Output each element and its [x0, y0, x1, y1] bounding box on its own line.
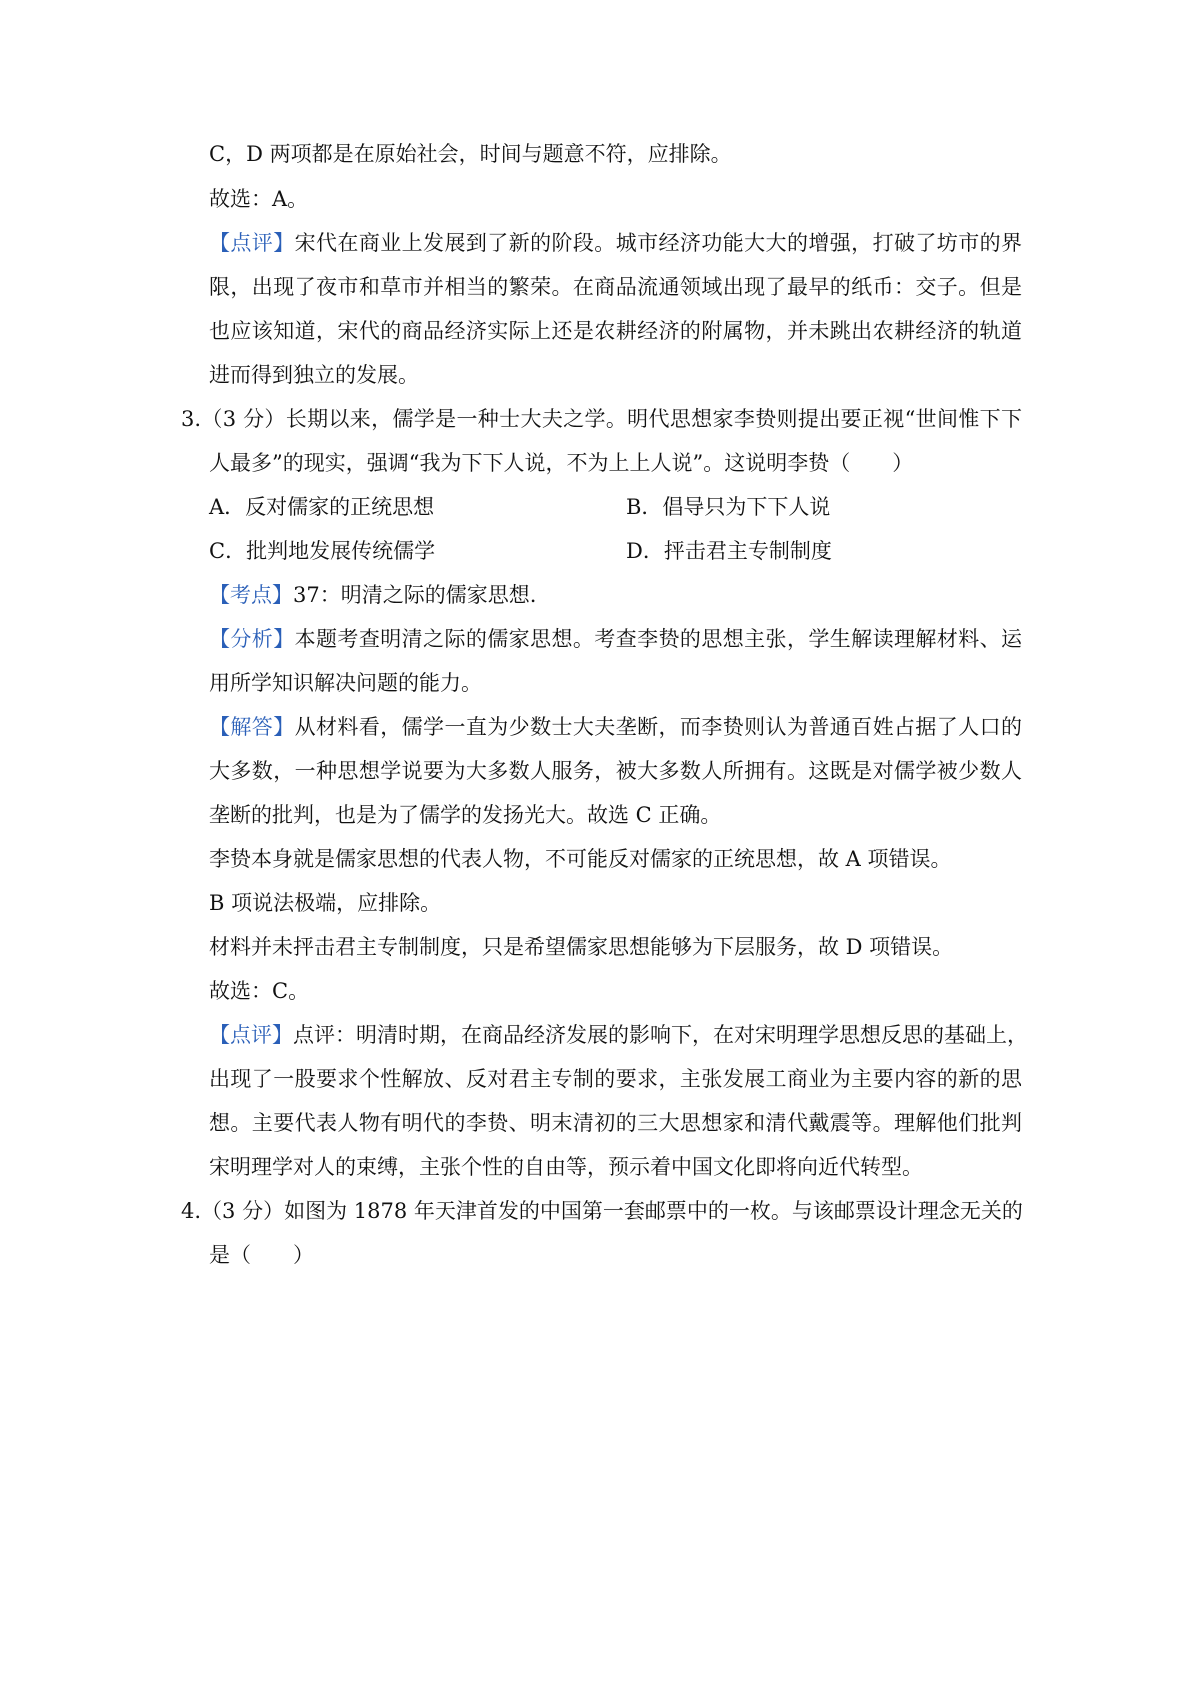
q3-stem-line-2: 人最多”的现实，强调“我为下下人说，不为上上人说”。这说明李贽（ ） — [209, 451, 914, 475]
q3-explain-d: 材料并未抨击君主专制制度，只是希望儒家思想能够为下层服务，故 D 项错误。 — [209, 935, 954, 959]
q3-jieda-line-3: 垄断的批判，也是为了儒学的发扬光大。故选 C 正确。 — [209, 803, 722, 827]
q3-option-c: C．批判地发展传统儒学 — [209, 539, 436, 563]
q3-dianping-line-2: 出现了一股要求个性解放、反对君主专制的要求，主张发展工商业为主要内容的新的思 — [209, 1067, 1022, 1091]
q3-kaodian: 【考点】37：明清之际的儒家思想. — [209, 583, 537, 607]
q3-jieda-tag: 【解答】 — [209, 715, 295, 739]
q3-jieda-line-2: 大多数，一种思想学说要为大多数人服务，被大多数人所拥有。这既是对儒学被少数人 — [209, 759, 1022, 783]
q3-explain-b: B 项说法极端，应排除。 — [209, 891, 442, 915]
q3-fenxi-line-1: 【分析】本题考查明清之际的儒家思想。考查李贽的思想主张，学生解读理解材料、运 — [209, 627, 1023, 651]
q3-option-a: A．反对儒家的正统思想 — [209, 495, 435, 519]
q3-option-d: D．抨击君主专制制度 — [626, 539, 832, 563]
q3-kaodian-tag: 【考点】 — [209, 583, 293, 607]
q3-jieda-line-1: 【解答】从材料看，儒学一直为少数士大夫垄断，而李贽则认为普通百姓占据了人口的 — [209, 715, 1023, 739]
q4-stem-line-2: 是（ ） — [209, 1243, 314, 1267]
q3-stem-line-1: 3.（3 分）长期以来，儒学是一种士大夫之学。明代思想家李贽则提出要正视“世间惟下下 — [181, 407, 1022, 431]
q3-dianping-line-4: 宋明理学对人的束缚，主张个性的自由等，预示着中国文化即将向近代转型。 — [209, 1155, 923, 1179]
q3-answer: 故选：C。 — [209, 979, 310, 1003]
q2-comment-line-2: 限，出现了夜市和草市并相当的繁荣。在商品流通领域出现了最早的纸币：交子。但是 — [209, 275, 1022, 299]
q2-comment-line-3: 也应该知道，宋代的商品经济实际上还是农耕经济的附属物，并未跳出农耕经济的轨道 — [209, 319, 1022, 343]
q3-fenxi-tag: 【分析】 — [209, 627, 295, 651]
q2-answer: 故选：A。 — [209, 187, 309, 211]
q3-dianping-tag: 【点评】 — [209, 1023, 293, 1047]
q2-comment-tag: 【点评】 — [209, 231, 295, 255]
q2-comment-line-4: 进而得到独立的发展。 — [209, 363, 419, 387]
q3-explain-a: 李贽本身就是儒家思想的代表人物，不可能反对儒家的正统思想，故 A 项错误。 — [209, 847, 952, 871]
q2-eliminate-cd: C，D 两项都是在原始社会，时间与题意不符，应排除。 — [209, 142, 732, 166]
q3-dianping-line-3: 想。主要代表人物有明代的李贽、明末清初的三大思想家和清代戴震等。理解他们批判 — [209, 1111, 1022, 1135]
q4-stem-line-1: 4.（3 分）如图为 1878 年天津首发的中国第一套邮票中的一枚。与该邮票设计理念无关的 — [181, 1199, 1023, 1223]
q2-comment-line-1: 【点评】宋代在商业上发展到了新的阶段。城市经济功能大大的增强，打破了坊市的界 — [209, 231, 1023, 255]
q3-fenxi-line-2: 用所学知识解决问题的能力。 — [209, 671, 482, 695]
q3-option-b: B．倡导只为下下人说 — [626, 495, 831, 519]
q3-dianping-line-1: 【点评】点评：明清时期，在商品经济发展的影响下，在对宋明理学思想反思的基础上， — [209, 1023, 1028, 1047]
